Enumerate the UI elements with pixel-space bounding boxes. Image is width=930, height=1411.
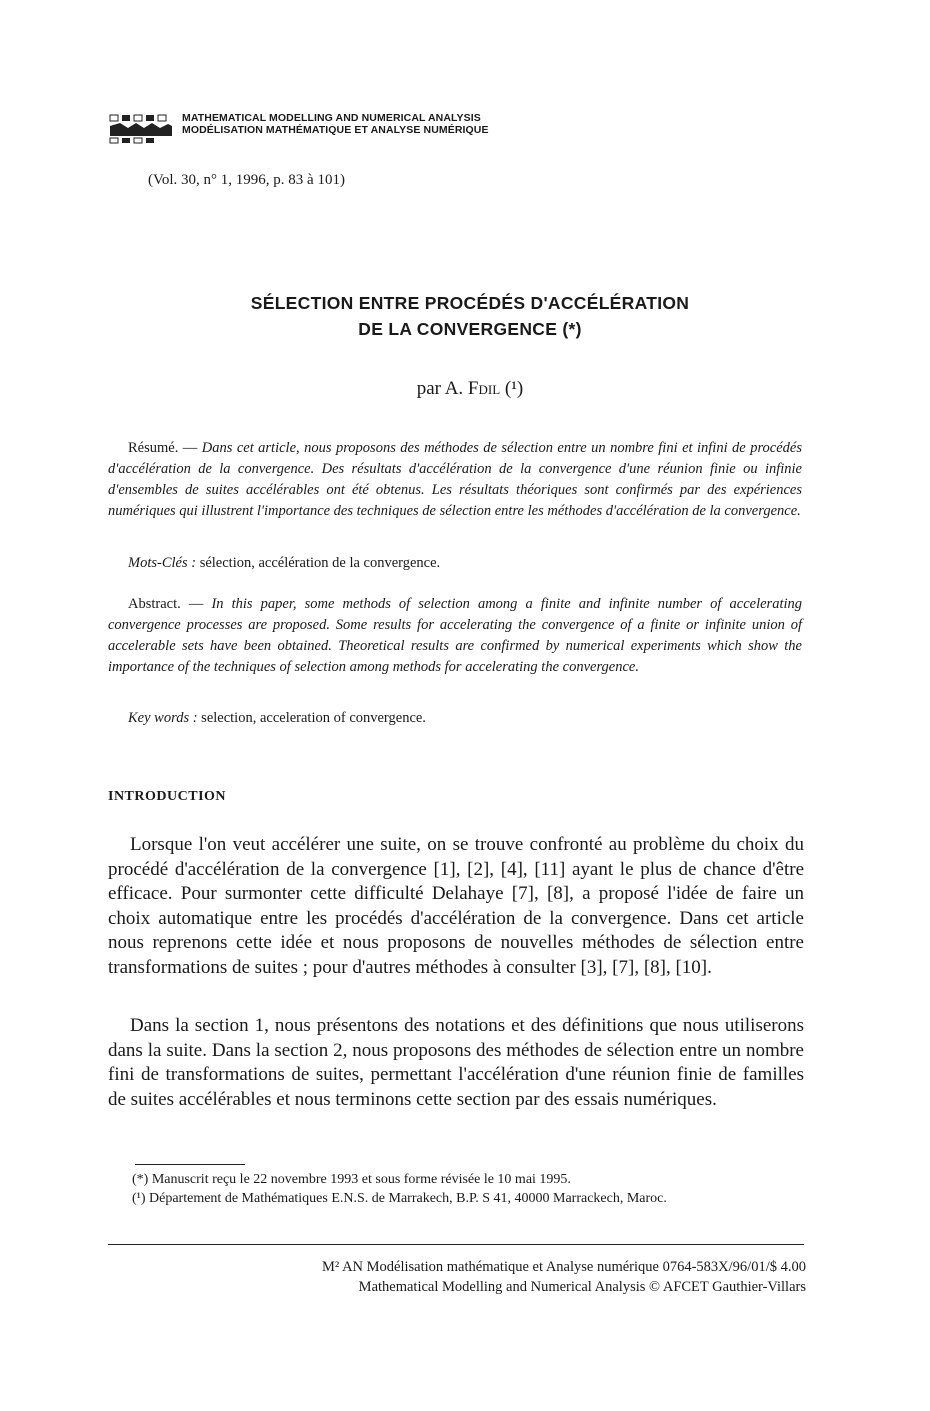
author-name: Fdil bbox=[467, 378, 501, 399]
journal-logo-icon bbox=[108, 112, 174, 146]
section-heading: INTRODUCTION bbox=[108, 789, 227, 804]
resume-block bbox=[108, 438, 802, 522]
keywords-fr bbox=[128, 555, 440, 572]
imprint-line-2: Mathematical Modelling and Numerical Analysis © AFCET Gauthier-Villars bbox=[358, 1279, 806, 1295]
resume-text: Dans cet article, nous proposons des méthodes de sélection entre un nombre fini et infini de procédés d'accélération de la convergence. Des résultats d'accélération de la convergence d'une réunion finie ou infinie d'ensembles de suites accélérables ont été obtenus. Les résultats théoriques sont confirmés par des expériences numériques qui illustrent l'importance des techniques de sélection entre les méthodes d'accélération de la convergence. bbox=[108, 440, 802, 519]
author-line bbox=[120, 378, 820, 400]
author-note: (¹) bbox=[500, 378, 524, 399]
abstract-label: Abstract. — bbox=[128, 596, 212, 612]
title-line-2: DE LA CONVERGENCE (*) bbox=[358, 319, 582, 339]
intro-paragraph-1-text: Lorsque l'on veut accélérer une suite, on se trouve confronté au problème du choix du procédé d'accélération de la convergence [1], [2], [4], [11] ayant le plus de chance d'être efficace. Pour surmonter cette difficulté Delahaye [7], [8], a proposé l'idée de faire un choix automatique entre les procédés d'accélération de la convergence. Dans cet article nous reprenons cette idée et nous proposons de nouvelles méthodes de sélection entre transformations de suites ; pour d'autres méthodes à consulter [3], [7], [8], [10]. bbox=[108, 834, 804, 978]
resume-label: Résumé. — bbox=[128, 440, 202, 456]
paper-title bbox=[120, 290, 820, 342]
journal-name bbox=[182, 112, 489, 136]
imprint bbox=[108, 1257, 806, 1297]
imprint-line-1: M² AN Modélisation mathématique et Analyse numérique 0764-583X/96/01/$ 4.00 bbox=[322, 1259, 806, 1275]
journal-name-en: MATHEMATICAL MODELLING AND NUMERICAL ANALYSIS bbox=[182, 112, 481, 124]
footnote-divider bbox=[135, 1164, 245, 1165]
intro-paragraph-1 bbox=[108, 833, 804, 980]
imprint-divider bbox=[108, 1244, 804, 1245]
journal-name-fr: MODÉLISATION MATHÉMATIQUE ET ANALYSE NUMÉRIQUE bbox=[182, 124, 489, 136]
footnotes bbox=[108, 1170, 804, 1208]
keywords-en-label: Key words : bbox=[128, 710, 198, 726]
keywords-en-text: selection, acceleration of convergence. bbox=[197, 710, 426, 726]
title-line-1: SÉLECTION ENTRE PROCÉDÉS D'ACCÉLÉRATION bbox=[250, 293, 690, 313]
volume-reference: (Vol. 30, n° 1, 1996, p. 83 à 101) bbox=[148, 172, 345, 188]
abstract-text: In this paper, some methods of selection among a finite and infinite number of accelerating convergence processes are proposed. Some results for accelerating the convergence of a finite or infinite union of accelerable sets have been obtained. Theoretical results are confirmed by numerical experiments which show the importance of the techniques of selection among methods for accelerating the convergence. bbox=[108, 596, 803, 675]
footnote-1: (*) Manuscrit reçu le 22 novembre 1993 et sous forme révisée le 10 mai 1995. bbox=[132, 1172, 571, 1187]
keywords-fr-text: sélection, accélération de la convergence. bbox=[196, 555, 441, 571]
author-prefix: par A. bbox=[416, 378, 468, 399]
abstract-block bbox=[108, 594, 802, 678]
keywords-fr-label: Mots-Clés : bbox=[128, 555, 197, 571]
footnote-2: (¹) Département de Mathématiques E.N.S. de Marrakech, B.P. S 41, 40000 Marrackech, Maroc. bbox=[132, 1191, 667, 1206]
keywords-en bbox=[128, 710, 426, 727]
intro-paragraph-2-text: Dans la section 1, nous présentons des notations et des définitions que nous utiliserons dans la suite. Dans la section 2, nous proposons des méthodes de sélection entre un nombre fini de transformations de suites, permettant l'accélération d'une réunion finie de familles de suites accélérables et nous terminons cette section par des essais numériques. bbox=[108, 1015, 804, 1110]
intro-paragraph-2 bbox=[108, 1014, 804, 1112]
